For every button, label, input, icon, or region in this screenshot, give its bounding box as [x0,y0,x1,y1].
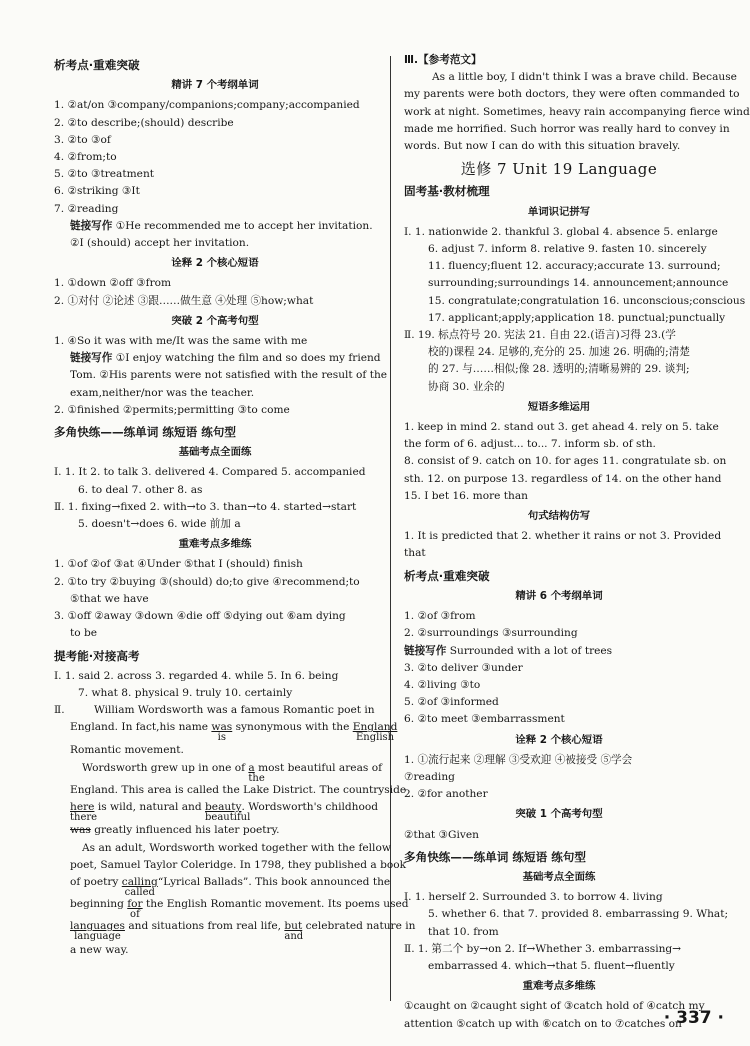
answer-line: 3. ①off ②away ③down ④die off ⑤dying out ⑥am dying [54,610,346,623]
passage-text: a new way. [70,943,129,956]
answer-line: exam,neither/nor was the teacher. [70,386,255,399]
answer-line: 2. ①to try ②buying ③(should) do;to give ④recommend;to [54,575,360,588]
answer-line: embarrassed 4. which→that 5. fluent→fluently [428,959,675,972]
subsection-heading: 单词识记拼写 [527,205,591,218]
section-heading: 析考点·重难突破 [54,58,140,72]
passage-text: Wordsworth grew up in one of [82,761,246,774]
answer-line: ①caught on ②caught sight of ③catch hold of ④catch my [404,1000,705,1013]
answer-line: ②I (should) accept her invitation. [70,237,250,250]
original-word: calling [121,875,158,888]
answer-line: ②that ③Given [404,828,479,841]
right-column [404,52,750,1033]
essay-line: As a little boy, I didn't think I was a brave child. Because [432,71,737,84]
original-word: but [284,920,303,933]
passage-text: greatly influenced his later poetry. [94,824,280,837]
answer-line: 1. It is predicted that 2. whether it rains or not 3. Provided [404,530,722,543]
correction-mark [211,719,233,744]
passage-text: most beautiful areas of [258,761,382,774]
answer-line: attention ⑤catch up with ⑥catch on to ⑦catches on [404,1017,682,1030]
subsection-heading: 重难考点多维练 [178,538,252,551]
answer-line: sth. 12. on purpose 13. regardless of 14. on the other hand [404,472,722,485]
correction-passage-line [54,874,391,898]
passage-text: celebrated nature in [305,920,416,933]
corrected-word: there [70,812,98,824]
answer-line: Ⅱ. 1. 第二个 by→on 2. If→Whether 3. embarrassing→ [404,942,682,955]
essay-line: words. But now I can do with this situation bravely. [404,140,681,153]
answer-line: surrounding;surroundings 14. announcement;announce [428,277,729,290]
answer-text: ①He recommended me to accept her invitation. [115,219,373,232]
correction-mark [70,918,125,943]
writing-link-label: 链接写作 [70,352,113,365]
left-column [54,52,416,959]
correction-passage-line [54,896,409,921]
answer-line: Ⅰ. 1. nationwide 2. thankful 3. global 4. absence 5. enlarge [404,225,718,238]
subsection-heading: 基础考点全面练 [178,446,252,459]
answer-line: 2. ②surroundings ③surrounding [404,627,578,640]
writing-link-line [404,643,714,660]
section-heading: 提考能·对接高考 [54,648,140,663]
passage-text: poet, Samuel Taylor Coleridge. In 1798, they published a book [70,858,407,871]
writing-link-line [54,218,376,235]
subsection-heading: 精讲 6 个考纲单词 [515,589,603,602]
answer-line: that 10. from [428,925,499,938]
answer-line: 8. consist of 9. catch on 10. for ages 11. congratulate sb. on [404,455,727,468]
answer-line: 6. ②to meet ③embarrassment [404,713,565,726]
answer-line: that [404,547,426,560]
answer-line: 1. ②of ③from [404,610,476,623]
correction-passage-line: Ⅱ. William Wordsworth was a famous Romantic poet in [54,704,375,717]
original-word: here [70,801,95,814]
answer-line: 1. ①流行起来 ②理解 ③受欢迎 ④被接受 ⑤学会 [404,753,633,766]
answer-line: 5. ②to ③treatment [54,168,155,181]
correction-passage-line [54,799,378,824]
answer-line: ⑦reading [404,770,455,783]
essay-line: work at night. Sometimes, heavy rain accompanying fierce wind [404,105,750,118]
original-word: languages [70,920,125,933]
correction-mark [205,799,251,824]
passage-text: Romantic movement. [70,743,184,756]
corrected-word: is [217,732,226,744]
answer-line: Ⅰ. 1. said 2. across 3. regarded 4. while 5. In 6. being [54,669,339,682]
answer-line: 4. ②living ③to [404,678,481,691]
correction-mark [127,896,143,921]
answer-line: 6. ②striking ③It [54,185,140,198]
answer-line: 11. fluency;fluent 12. accuracy;accurate 13. surround; [428,260,721,273]
essay-line: my parents were both doctors, they were often commanded to [404,88,740,101]
passage-text: England. In fact,his name [70,721,209,734]
correction-passage-line [54,719,398,744]
answer-line: 协商 30. 业余的 [428,380,505,393]
answer-line: 1. keep in mind 2. stand out 3. get ahead 4. rely on 5. take [404,421,719,434]
passage-text: England. This area is called the Lake District. The countryside [70,783,407,796]
passage-text: is wild, natural and [97,801,202,814]
correction-mark [70,799,98,824]
answer-line: 3. ②to ③of [54,133,111,146]
passage-text: beginning [70,898,124,911]
corrected-word: English [355,732,395,744]
section-heading: 析考点·重难突破 [404,568,490,583]
answer-line: 7. ②reading [54,202,119,215]
corrected-word: beautiful [205,812,251,824]
answer-line: 6. to deal 7. other 8. as [78,483,203,496]
correction-mark [284,918,304,943]
original-word: England [352,721,398,734]
section-heading: 多角快练——练单词 练短语 练句型 [54,425,236,440]
answer-line: 1. ①down ②off ③from [54,277,172,290]
corrected-word: language [74,931,121,943]
original-word: was [211,721,233,734]
passage-text: “Lyrical Ballads”. This book announced the [157,875,391,888]
subsection-heading: 精讲 7 个考纲单词 [171,79,259,92]
original-word: beauty [205,801,242,814]
subsection-heading: 诠释 2 个核心短语 [171,257,259,270]
passage-text: synonymous with the [235,721,350,734]
answer-line: the form of 6. adjust... to... 7. inform sb. of sth. [404,438,656,451]
answer-text: ①I enjoy watching the film and so does my friend [115,352,381,365]
essay-line: made me horrified. Such horror was really hard to convey in [404,122,730,135]
section-heading: 固考基·教材梳理 [404,184,490,199]
correction-mark [121,874,158,898]
section-heading: Ⅲ.【参考范文】 [404,54,482,66]
corrected-word: of [130,909,140,921]
page-number: · 337 · [663,1008,724,1028]
correction-passage-line [54,822,376,839]
answer-line: Ⅰ. 1. It 2. to talk 3. delivered 4. Compared 5. accompanied [54,466,366,479]
section-heading: 多角快练——练单词 练短语 练句型 [404,849,586,864]
passage-text: of poetry [70,875,119,888]
answer-line: ⑤that we have [70,592,149,605]
corrected-word: and [284,931,304,943]
correction-mark [352,719,398,744]
subsection-heading: 诠释 2 个核心短语 [515,733,603,746]
subsection-heading: 突破 2 个高考句型 [171,314,259,327]
answer-line: Ⅰ. 1. herself 2. Surrounded 3. to borrow 4. living [404,891,663,904]
passage-text: the English Romantic movement. Its poems used [145,898,409,911]
answer-line: 的 27. 与……相似;像 28. 透明的;清晰易辨的 29. 谈判; [428,363,690,376]
answer-line: 2. ②to describe;(should) describe [54,116,234,129]
answer-line: 6. adjust 7. inform 8. relative 9. fasten 10. sincerely [428,243,707,256]
correction-passage-line [54,918,416,943]
answer-line: Ⅱ. 19. 标点符号 20. 宪法 21. 自由 22.(语言)习得 23.(学 [404,329,676,342]
subsection-heading: 突破 1 个高考句型 [515,808,603,821]
answer-line: 17. applicant;apply;application 18. punctual;punctually [428,311,726,324]
correction-passage-line [54,760,382,784]
answer-line: 校的)课程 24. 足够的,充分的 25. 加速 26. 明确的;清楚 [428,346,690,359]
original-word: for [127,898,143,911]
correction-mark [248,760,265,784]
answer-line: Tom. ②His parents were not satisfied with the result of the [70,369,388,382]
answer-line: 5. whether 6. that 7. provided 8. embarrassing 9. What; [428,908,729,921]
answer-line: 2. ②for another [404,788,488,801]
answer-line: to be [70,627,98,640]
passage-text: William Wordsworth was a famous Romantic poet in [93,704,375,717]
answer-text: Surrounded with a lot of trees [449,644,613,657]
answer-line: 2. ①finished ②permits;permitting ③to come [54,403,290,416]
writing-link-label: 链接写作 [404,644,447,657]
answer-line: 5. doesn't→does 6. wide 前加 a [78,518,241,531]
answer-line: 7. what 8. physical 9. truly 10. certainly [78,686,293,699]
answer-line: 15. I bet 16. more than [404,489,529,502]
original-word: a [248,761,255,774]
answer-line: 5. ②of ③informed [404,696,499,709]
passage-text: and situations from real life, [128,920,281,933]
answer-line: 4. ②from;to [54,151,117,164]
subsection-heading: 短语多维运用 [527,400,591,413]
deleted-word: was [70,824,91,837]
answer-line: 2. ①对付 ②论述 ③跟……做生意 ④处理 ⑤how;what [54,294,314,307]
writing-link-line [54,350,381,367]
answer-line: 1. ②at/on ③company/companions;company;accompanied [54,99,360,112]
passage-text: As an adult, Wordsworth worked together with the fellow [82,841,391,854]
passage-text: . Wordsworth's childhood [241,801,378,814]
answer-line: 15. congratulate;congratulation 16. unconscious;conscious [428,294,746,307]
corrected-word: the [248,772,265,784]
subsection-heading: 重难考点多维练 [522,980,596,993]
writing-link-label: 链接写作 [70,219,113,232]
answer-line: 3. ②to deliver ③under [404,661,523,674]
corrected-word: called [124,886,155,898]
answer-line: 1. ④So it was with me/It was the same with me [54,335,308,348]
subsection-heading: 基础考点全面练 [522,870,596,883]
subsection-heading: 句式结构仿写 [527,510,591,523]
answer-line: 1. ①of ②of ③at ④Under ⑤that I (should) finish [54,558,303,571]
answer-line: Ⅱ. 1. fixing→fixed 2. with→to 3. than→to 4. started→start [54,500,357,513]
unit-title: 选修 7 Unit 19 Language [460,160,658,179]
